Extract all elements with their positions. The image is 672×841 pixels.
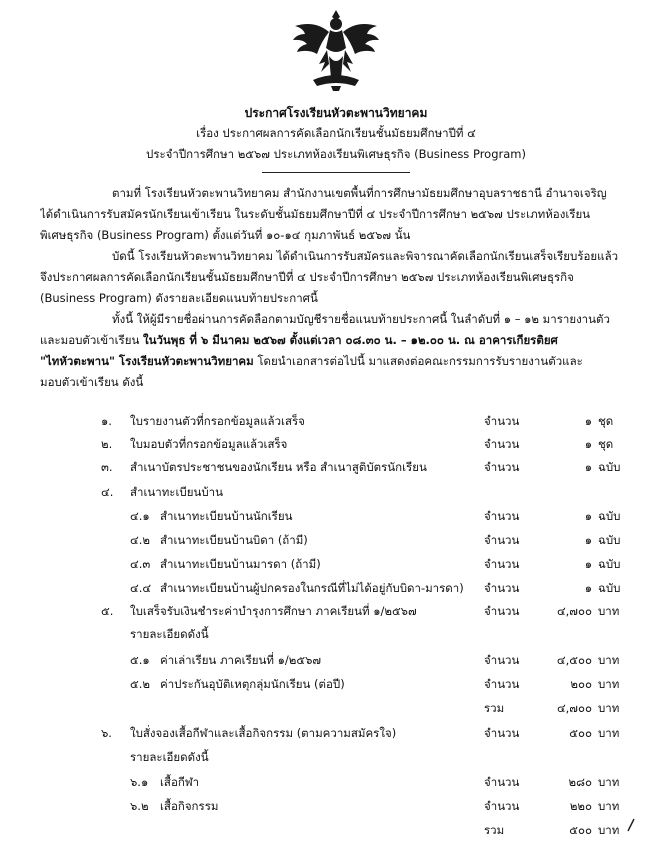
- amount-unit: ฉบับ: [598, 509, 621, 523]
- item-amount: [484, 456, 620, 478]
- list-item: [0, 649, 672, 671]
- paragraph-line: ทั้งนี้ ให้ผู้มีรายชื่อผ่านการคัดลือกตามบัญชีรายชื่อแนบท้ายประกาศนี้ ในลำดับที่ ๑ – ๑๒ มารายงานตัว: [112, 312, 610, 326]
- list-item: [0, 505, 672, 527]
- item-number: ๖.๑: [130, 775, 149, 789]
- list-item: [0, 553, 672, 575]
- item-label: ใบมอบตัวที่กรอกข้อมูลแล้วเสร็จ: [130, 437, 288, 451]
- amount-unit: บาท: [598, 775, 620, 789]
- item-amount: [484, 433, 613, 455]
- amount-word: จำนวน: [484, 533, 520, 547]
- item-amount: [484, 410, 613, 432]
- amount-value: ๕๐๐: [569, 823, 592, 837]
- amount-value: ๑: [584, 414, 592, 428]
- paragraph-line: มอบตัวเข้าเรียน ดังนี้: [40, 375, 144, 389]
- item-label: รายละเอียดดังนี้: [130, 750, 209, 764]
- list-item: [0, 410, 672, 432]
- item-number: ๑.: [101, 414, 112, 428]
- item-number: ๔.๑: [130, 509, 150, 523]
- list-item: [0, 771, 672, 793]
- item-label: เสื้อกิจกรรม: [160, 799, 219, 813]
- item-label: ใบรายงานตัวที่กรอกข้อมูลแล้วเสร็จ: [130, 414, 305, 428]
- reporting-date-time: ในวันพุธ ที่ ๖ มีนาคม ๒๕๖๗ ตั้งแต่เวลา ๐๘.๓๐ น. – ๑๒.๐๐ น. ณ อาคารเกียรติยศ: [142, 333, 558, 347]
- item-amount: [484, 553, 620, 575]
- amount-unit: ฉบับ: [598, 533, 621, 547]
- list-item: [0, 623, 672, 645]
- list-item: [0, 456, 672, 478]
- amount-word: จำนวน: [484, 581, 520, 595]
- item-amount: [484, 577, 620, 599]
- amount-word: จำนวน: [484, 460, 520, 474]
- amount-word: จำนวน: [484, 414, 520, 428]
- item-label: สำเนาทะเบียนบ้านมารดา (ถ้ามี): [160, 557, 321, 571]
- paragraph-text: และมอบตัวเข้าเรียน: [40, 333, 143, 347]
- amount-unit: ฉบับ: [598, 557, 621, 571]
- amount-unit: บาท: [598, 726, 620, 740]
- item-amount: [484, 795, 619, 817]
- amount-word: จำนวน: [484, 653, 520, 667]
- amount-word: จำนวน: [484, 799, 520, 813]
- amount-unit: ฉบับ: [598, 460, 621, 474]
- amount-word: จำนวน: [484, 604, 520, 618]
- item-amount: [484, 673, 619, 695]
- list-item: [0, 529, 672, 551]
- item-number: ๔.: [101, 485, 114, 499]
- amount-value: ๒๒๐: [569, 799, 592, 813]
- paragraph-line: [40, 351, 652, 372]
- amount-word: จำนวน: [484, 557, 520, 571]
- paragraph-line: บัดนี้ โรงเรียนหัวตะพานวิทยาคม ได้ดำเนินการรับสมัครและพิจารณาคัดเลือกนักเรียนเสร็จเรียบร้อยแล้ว: [112, 249, 619, 263]
- reporting-venue: "ไทหัวตะพาน" โรงเรียนหัวตะพานวิทยาคม: [40, 354, 254, 368]
- item-amount: [484, 819, 619, 841]
- item-number: ๕.: [101, 604, 114, 618]
- amount-unit: บาท: [598, 823, 620, 837]
- paragraph-line: ได้ดำเนินการรับสมัครนักเรียนเข้าเรียน ในระดับชั้นมัธยมศึกษาปีที่ ๔ ประจำปีการศึกษา ๒๕๖๗ ประเภทห้องเรียน: [40, 207, 591, 221]
- item-label: สำเนาทะเบียนบ้านนักเรียน: [160, 509, 293, 523]
- amount-unit: บาท: [598, 701, 620, 715]
- item-number: ๓.: [101, 460, 113, 474]
- item-number: ๔.๒: [130, 533, 150, 547]
- amount-value: ๔,๗๐๐: [556, 701, 592, 715]
- item-number: ๖.: [101, 726, 112, 740]
- list-item: [0, 819, 672, 841]
- amount-value: ๒๐๐: [570, 677, 592, 691]
- item-amount: [484, 771, 619, 793]
- item-label: รายละเอียดดังนี้: [130, 627, 209, 641]
- item-label: เสื้อกีฬา: [160, 775, 200, 789]
- amount-unit: บาท: [598, 653, 620, 667]
- page-corner-mark: [625, 816, 637, 832]
- item-amount: [484, 505, 620, 527]
- paragraph-3: [40, 309, 652, 393]
- amount-word: จำนวน: [484, 677, 520, 691]
- item-number: ๒.: [101, 437, 113, 451]
- amount-value: ๑: [584, 437, 592, 451]
- item-amount: [484, 697, 619, 719]
- header-divider: [262, 172, 410, 173]
- paragraph-line: (Business Program) ดังรายละเอียดแนบท้ายประกาศนี้: [40, 291, 318, 305]
- paragraph-line: จึงประกาศผลการคัดเลือกนักเรียนชั้นมัธยมศึกษาปีที่ ๔ ประจำปีการศึกษา ๒๕๖๗ ประเภทห้องเรียนพิเศษธุรกิจ: [40, 270, 574, 284]
- amount-value: ๔,๗๐๐: [556, 604, 592, 618]
- amount-unit: ฉบับ: [598, 581, 621, 595]
- list-item: [0, 577, 672, 599]
- amount-value: ๕๐๐: [569, 726, 592, 740]
- paragraph-line: พิเศษธุรกิจ (Business Program) ตั้งแต่วันที่ ๑๐-๑๔ กุมภาพันธ์ ๒๕๖๗ นั้น: [40, 228, 411, 242]
- item-label: สำเนาบัตรประชาชนของนักเรียน หรือ สำเนาสูติบัตรนักเรียน: [130, 460, 427, 474]
- announcement-title: ประกาศโรงเรียนหัวตะพานวิทยาคม: [244, 106, 428, 120]
- list-item: [0, 600, 672, 622]
- item-number: ๔.๔: [130, 581, 152, 595]
- amount-value: ๑: [584, 509, 592, 523]
- item-label: ค่าเล่าเรียน ภาคเรียนที่ ๑/๒๕๖๗: [160, 653, 322, 667]
- list-item: [0, 481, 672, 503]
- amount-unit: บาท: [598, 677, 620, 691]
- amount-value: ๑: [584, 581, 592, 595]
- amount-word: รวม: [484, 701, 505, 715]
- amount-value: ๒๘๐: [568, 775, 592, 789]
- item-amount: [484, 529, 620, 551]
- list-item: [0, 433, 672, 455]
- item-label: สำเนาทะเบียนบ้านผู้ปกครองในกรณีที่ไม่ได้อยู่กับบิดา-มารดา): [160, 581, 464, 595]
- amount-unit: ชุด: [598, 414, 614, 428]
- amount-word: รวม: [484, 823, 505, 837]
- item-number: ๕.๒: [130, 677, 150, 691]
- paragraph-line: ตามที่ โรงเรียนหัวตะพานวิทยาคม สำนักงานเขตพื้นที่การศึกษามัธยมศึกษาอุบลราชธานี อำนาจเจริญ: [112, 186, 607, 200]
- list-item: [0, 722, 672, 744]
- amount-unit: บาท: [598, 799, 620, 813]
- paragraph-line: [40, 330, 652, 351]
- amount-unit: ชุด: [598, 437, 614, 451]
- item-amount: [484, 649, 619, 671]
- amount-word: จำนวน: [484, 509, 520, 523]
- amount-unit: บาท: [598, 604, 620, 618]
- item-number: ๔.๓: [130, 557, 151, 571]
- amount-value: ๑: [584, 557, 592, 571]
- paragraph-text: โดยนำเอกสารต่อไปนี้ มาแสดงต่อคณะกรรมการรับรายงานตัวและ: [253, 354, 583, 368]
- amount-word: จำนวน: [484, 437, 520, 451]
- list-item: [0, 697, 672, 719]
- amount-value: ๑: [584, 533, 592, 547]
- list-item: [0, 746, 672, 768]
- item-label: ใบสั่งจองเสื้อกีฬาและเสื้อกิจกรรม (ตามความสมัครใจ): [130, 726, 397, 740]
- list-item: [0, 795, 672, 817]
- item-label: ค่าประกันอุบัติเหตุกลุ่มนักเรียน (ต่อปี): [160, 677, 345, 691]
- garuda-emblem: [291, 6, 381, 92]
- amount-word: จำนวน: [484, 775, 520, 789]
- item-label: ใบเสร็จรับเงินชำระค่าบำรุงการศึกษา ภาคเรียนที่ ๑/๒๕๖๗: [130, 604, 417, 618]
- amount-value: ๔,๕๐๐: [556, 653, 592, 667]
- announcement-subject: เรื่อง ประกาศผลการคัดเลือกนักเรียนชั้นมัธยมศึกษาปีที่ ๔: [196, 126, 476, 140]
- amount-word: จำนวน: [484, 726, 520, 740]
- item-amount: [484, 600, 619, 622]
- item-label: สำเนาทะเบียนบ้าน: [130, 485, 223, 499]
- paragraph-2: [40, 246, 652, 309]
- paragraph-1: [40, 183, 652, 246]
- list-item: [0, 673, 672, 695]
- amount-value: ๑: [584, 460, 592, 474]
- item-number: ๖.๒: [130, 799, 149, 813]
- item-amount: [484, 722, 619, 744]
- item-label: สำเนาทะเบียนบ้านบิดา (ถ้ามี): [160, 533, 308, 547]
- announcement-year-line: ประจำปีการศึกษา ๒๕๖๗ ประเภทห้องเรียนพิเศษธุรกิจ (Business Program): [146, 147, 526, 161]
- item-number: ๕.๑: [130, 653, 150, 667]
